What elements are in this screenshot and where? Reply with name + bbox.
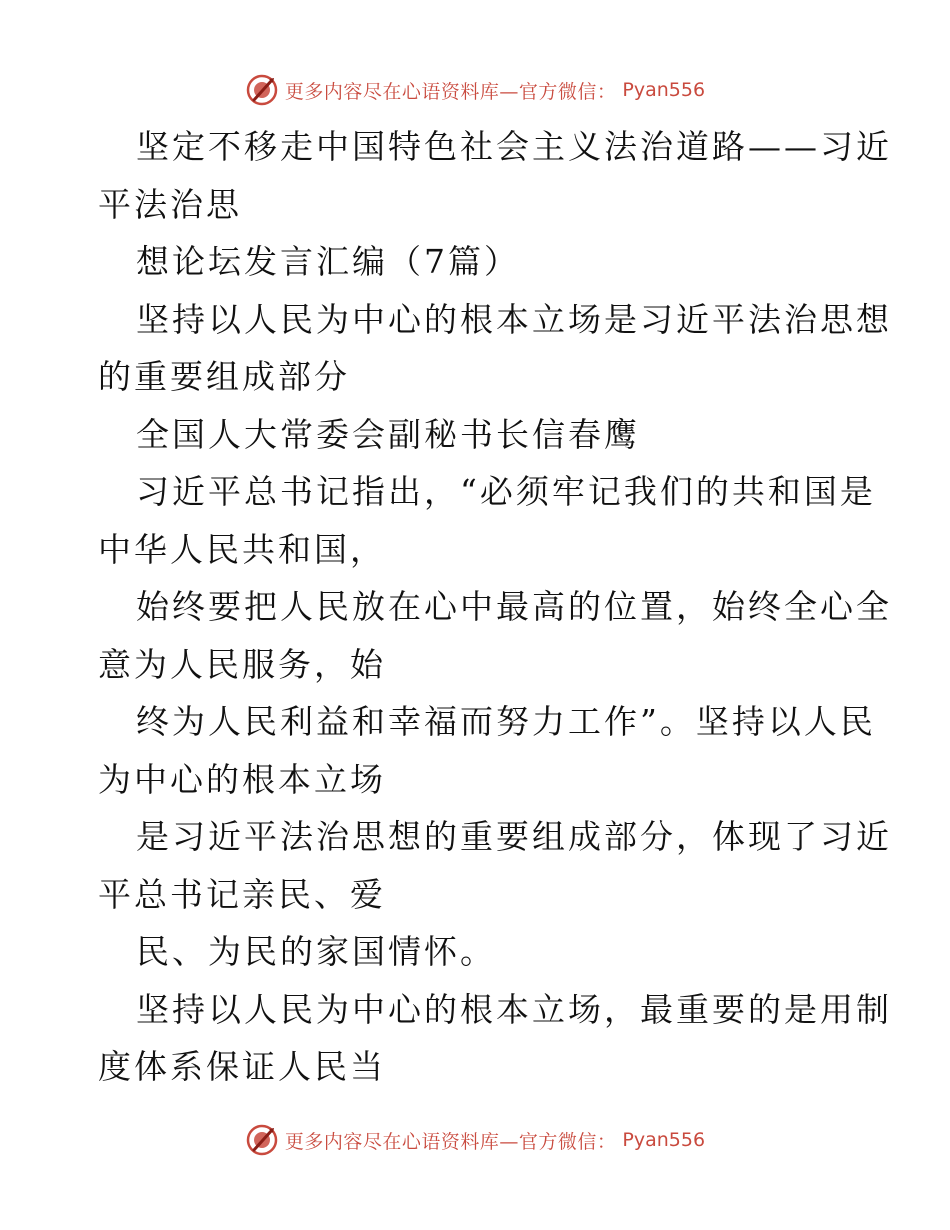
text-line: 坚持以人民为中心的根本立场，最重要的是用制 bbox=[136, 989, 892, 1029]
text-line: 度体系保证人民当 bbox=[98, 1047, 386, 1086]
text-line: 平法治思 bbox=[98, 184, 242, 224]
seal-logo-icon bbox=[245, 1123, 279, 1157]
header-watermark-banner bbox=[0, 70, 950, 110]
text-line: 始终要把人民放在心中最高的位置，始终全心全 bbox=[136, 587, 892, 626]
text-line: 坚定不移走中国特色社会主义法治道路——习近 bbox=[136, 127, 892, 166]
text-line: 习近平总书记指出，“必须牢记我们的共和国是 bbox=[136, 472, 876, 511]
text-line: 意为人民服务，始 bbox=[98, 644, 386, 684]
header-watermark-text: 更多内容尽在心语资料库—官方微信： bbox=[284, 80, 617, 103]
text-line: 坚持以人民为中心的根本立场是习近平法治思想 bbox=[136, 299, 892, 339]
text-line: 民、为民的家国情怀。 bbox=[136, 932, 496, 971]
text-line: 为中心的根本立场 bbox=[98, 759, 386, 799]
text-line: 平总书记亲民、爱 bbox=[98, 874, 386, 914]
header-watermark-id: Pyan556 bbox=[622, 79, 706, 101]
text-line: 是习近平法治思想的重要组成部分，体现了习近 bbox=[136, 817, 892, 856]
text-line: 的重要组成部分 bbox=[98, 357, 350, 396]
footer-watermark-banner bbox=[0, 1120, 950, 1160]
seal-logo-icon bbox=[245, 73, 279, 107]
footer-watermark-text: 更多内容尽在心语资料库—官方微信： bbox=[284, 1130, 617, 1153]
document-body bbox=[98, 118, 892, 1096]
text-line: 中华人民共和国， bbox=[98, 529, 386, 569]
text-line: 全国人大常委会副秘书长信春鹰 bbox=[136, 414, 640, 454]
footer-watermark-id: Pyan556 bbox=[622, 1129, 706, 1151]
text-line: 想论坛发言汇编（7篇） bbox=[136, 242, 520, 281]
text-line: 终为人民利益和幸福而努力工作”。坚持以人民 bbox=[136, 702, 876, 741]
